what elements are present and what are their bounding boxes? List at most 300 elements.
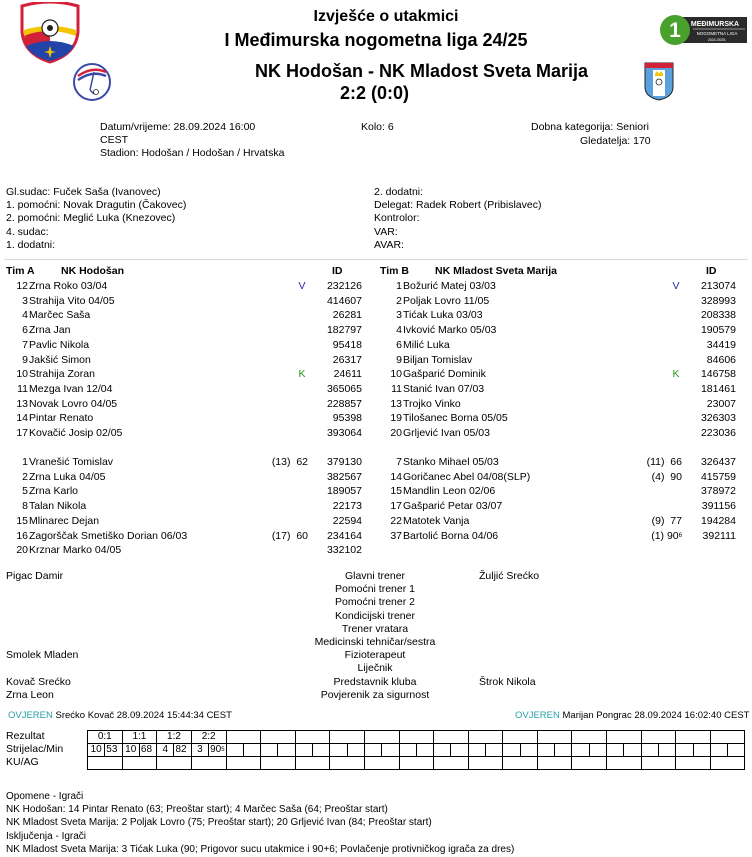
match-stadium: Stadion: Hodošan / Hodošan / Hrvatska [100, 147, 285, 159]
player-name: Zrna Luka 04/05 [29, 470, 106, 483]
player-id: 378972 [700, 485, 736, 498]
player-name: Biljan Tomislav [403, 353, 473, 366]
minute-cell [555, 744, 572, 757]
away-staff-name: Žuljić Srećko [479, 570, 540, 582]
player-name: Tićak Luka 03/03 [403, 309, 483, 322]
player-name: Zrna Jan [29, 324, 71, 337]
scorer-cell [399, 744, 416, 757]
player-name: Strahija Vito 04/05 [29, 294, 115, 307]
scorer-cell: 10 [122, 744, 139, 757]
score-cell [330, 731, 365, 744]
minute-value: 90 [210, 744, 222, 755]
minute-cell [243, 744, 260, 757]
team-a-id-header: ID [332, 265, 343, 277]
player-id: 34419 [706, 338, 736, 351]
substitute-row [380, 529, 750, 543]
substitute-row [380, 470, 750, 484]
player-id: 181461 [700, 382, 736, 395]
scorer-cell [330, 744, 347, 757]
player-row [380, 338, 750, 352]
player-number: 17 [16, 427, 28, 439]
score-cell [537, 731, 572, 744]
age-category: Dobna kategorija: Seniori [531, 121, 649, 133]
ku-ag-cell [364, 757, 399, 770]
away-club-crest [643, 61, 675, 101]
substitute-row [380, 514, 750, 528]
player-number: 19 [390, 412, 402, 425]
minute-cell [520, 744, 537, 757]
caution-line: NK Mladost Sveta Marija: 2 Poljak Lovro (75; Preoštar start); 20 Grljević Ivan (84; Preoštar start) [6, 817, 432, 829]
player-row [380, 353, 750, 367]
substitution-info [622, 529, 682, 543]
score-row-result [88, 731, 745, 744]
scorer-cell [537, 744, 554, 757]
match-title: NK Hodošan - NK Mladost Sveta Marija [255, 61, 589, 81]
player-number: 10 [16, 368, 28, 381]
verified-tag: OVJEREN [515, 710, 560, 721]
player-number: 6 [22, 324, 28, 337]
score-cell [399, 731, 434, 744]
player-row [6, 382, 376, 396]
substitution-info [248, 529, 308, 543]
player-id: 22173 [332, 500, 362, 513]
score-label-scorer: Strijelac/Min [6, 743, 64, 755]
substitute-row [6, 499, 376, 513]
minute-cell [278, 744, 295, 757]
player-number: 20 [390, 427, 402, 439]
player-number: 11 [17, 382, 28, 395]
scorer-cell [434, 744, 451, 757]
minute-cell [347, 744, 364, 757]
scorer-cell [468, 744, 485, 757]
player-number: 11 [391, 382, 402, 395]
player-number: 4 [396, 324, 402, 337]
player-number: 9 [396, 353, 402, 366]
player-id: 26281 [332, 309, 362, 322]
player-name: Pintar Renato [29, 412, 94, 425]
player-name: Jakšić Simon [29, 353, 91, 366]
substitution-info [622, 470, 682, 484]
staff-role: Povjerenik za sigurnost [320, 688, 430, 701]
player-name: Grljević Ivan 05/03 [403, 427, 490, 439]
substitution-text: (1) 90 [651, 529, 679, 542]
verified-tag: OVJEREN [8, 710, 53, 721]
player-row [380, 411, 750, 425]
player-row [6, 338, 376, 352]
scorer-cell [503, 744, 520, 757]
player-id: 326437 [700, 456, 736, 468]
substitution-text: (11) 66 [646, 456, 682, 468]
ku-ag-cell [122, 757, 157, 770]
score-label-result: Rezultat [6, 730, 45, 742]
ku-ag-cell [503, 757, 538, 770]
captain-marker: K [298, 368, 306, 381]
ku-ag-cell [641, 757, 676, 770]
player-row [6, 367, 376, 381]
ku-ag-cell [572, 757, 607, 770]
player-name: Novak Lovro 04/05 [29, 397, 118, 410]
player-row [6, 308, 376, 322]
official-line: Gl.sudac: Fuček Saša (Ivanovec) [6, 186, 161, 198]
scorer-cell [261, 744, 278, 757]
staff-role: Pomoćni trener 1 [335, 583, 415, 596]
score-row-ku-ag [88, 757, 745, 770]
player-number: 12 [16, 280, 28, 292]
player-row [6, 397, 376, 411]
ku-ag-cell [468, 757, 503, 770]
player-number: 7 [22, 338, 28, 351]
team-b-label: Tim B [380, 265, 409, 277]
player-id: 365065 [326, 382, 362, 395]
ku-ag-cell [607, 757, 642, 770]
player-number: 2 [22, 470, 28, 483]
player-row [380, 308, 750, 322]
scorer-cell: 3 [191, 744, 208, 757]
minute-value: 82 [175, 744, 187, 755]
player-id: 182797 [326, 324, 362, 337]
player-id: 414607 [326, 294, 362, 307]
player-number: 13 [390, 397, 402, 410]
league-title: I Međimurska nogometna liga 24/25 [224, 30, 528, 50]
report-title: Izvješće o utakmici [313, 8, 459, 25]
away-staff-name: Štrok Nikola [479, 675, 536, 688]
staff-role: Kondicijski trener [335, 609, 415, 622]
minute-cell [139, 744, 156, 757]
minute-cell [382, 744, 399, 757]
staff-role: Glavni trener [344, 570, 406, 582]
player-name: Trojko Vinko [403, 397, 461, 410]
player-id: 234164 [326, 529, 362, 542]
player-name: Pavlic Nikola [29, 338, 90, 351]
player-id: 23007 [706, 397, 736, 410]
substitute-row [6, 470, 376, 484]
score-cell [434, 731, 469, 744]
player-number: 13 [16, 397, 28, 410]
score-cell [226, 731, 261, 744]
player-name: Kovačić Josip 02/05 [29, 427, 123, 439]
official-line: 2. pomoćni: Meglić Luka (Knezovec) [6, 212, 176, 225]
player-id: 213074 [700, 280, 736, 292]
score-label-ku-ag: KU/AG [6, 756, 39, 768]
scorer-cell [572, 744, 589, 757]
player-id: 391156 [701, 500, 736, 513]
scorer-cell [607, 744, 624, 757]
player-id: 228857 [326, 397, 362, 410]
player-id: 190579 [700, 324, 736, 337]
added-time: 6 [678, 532, 682, 539]
ku-ag-cell [399, 757, 434, 770]
minute-cell [105, 744, 122, 757]
minute-cell [624, 744, 641, 757]
player-number: 3 [396, 309, 402, 322]
scorer-cell [295, 744, 312, 757]
player-id: 208338 [700, 309, 736, 322]
player-id: 146758 [700, 368, 736, 381]
substitution-text: (4) 90 [651, 470, 682, 483]
team-b-id-header: ID [706, 265, 717, 277]
ku-ag-cell [157, 757, 192, 770]
score-cell [295, 731, 330, 744]
player-number: 5 [22, 485, 28, 498]
ku-ag-cell [295, 757, 330, 770]
player-name: Vranešić Tomislav [29, 456, 114, 468]
attendance: Gledatelja: 170 [580, 135, 651, 147]
player-name: Bartolić Borna 04/06 [403, 529, 499, 542]
ku-ag-cell [330, 757, 365, 770]
player-row [380, 426, 750, 440]
official-line: Kontrolor: [374, 212, 420, 225]
player-id: 379130 [326, 456, 362, 468]
player-name: Matotek Vanja [403, 514, 470, 527]
sendoff-line: NK Mladost Sveta Marija: 3 Tićak Luka (90; Prigovor sucu utakmice i 90+6; Povlačenje protivničkog igrača za dres) [6, 843, 515, 855]
player-number: 22 [390, 514, 402, 527]
away-verification-text: Marijan Pongrac 28.09.2024 16:02:40 CEST [562, 710, 750, 721]
match-round: Kolo: 6 [361, 121, 394, 133]
player-number: 20 [16, 544, 28, 557]
ku-ag-cell [434, 757, 469, 770]
player-name: Talan Nikola [29, 500, 87, 513]
player-row [6, 411, 376, 425]
score-cell: 0:1 [88, 731, 123, 744]
score-cell [468, 731, 503, 744]
sendoffs-title: Isključenja - Igrači [6, 830, 87, 842]
player-number: 1 [396, 280, 402, 292]
score-cell [710, 731, 745, 744]
scorer-cell [710, 744, 727, 757]
player-id: 26317 [332, 353, 362, 366]
player-number: 14 [16, 412, 28, 425]
player-id: 415759 [700, 470, 736, 483]
player-id: 95398 [332, 412, 362, 425]
score-cell [364, 731, 399, 744]
player-name: Zrna Roko 03/04 [29, 280, 108, 292]
ku-ag-cell [191, 757, 226, 770]
score-table [87, 730, 745, 770]
home-verification [8, 710, 232, 721]
substitute-row [6, 455, 376, 469]
ku-ag-cell [676, 757, 711, 770]
player-number: 7 [396, 456, 402, 468]
player-id: 332102 [326, 544, 362, 557]
player-row [380, 279, 750, 293]
substitution-text: (13) 62 [271, 456, 308, 468]
scorer-cell [364, 744, 381, 757]
score-cell: 1:1 [122, 731, 157, 744]
player-id: 24611 [333, 368, 362, 381]
scorer-cell: 10 [88, 744, 105, 757]
minute-cell [209, 744, 226, 757]
official-line: 1. dodatni: [6, 238, 56, 251]
minute-cell [451, 744, 468, 757]
player-id: 328993 [700, 294, 736, 307]
home-staff-name: Kovač Srećko [6, 675, 71, 688]
player-row [6, 323, 376, 337]
player-number: 3 [22, 294, 28, 307]
scorer-cell: 4 [157, 744, 174, 757]
ku-ag-cell [537, 757, 572, 770]
match-timezone: CEST [100, 134, 129, 146]
staff-role: Trener vratara [341, 622, 409, 635]
staff-role: Liječnik [357, 662, 393, 675]
player-name: Marčec Saša [29, 309, 91, 322]
score-cell [261, 731, 296, 744]
substitution-text: (9) 77 [651, 514, 682, 527]
player-number: 4 [22, 309, 28, 322]
player-id: 393064 [326, 427, 362, 439]
team-a-label: Tim A [6, 265, 35, 277]
player-name: Poljak Lovro 11/05 [403, 294, 490, 307]
substitute-row [6, 529, 376, 543]
minute-cell [174, 744, 191, 757]
player-id: 232126 [326, 280, 362, 292]
ku-ag-cell [710, 757, 745, 770]
official-line: Delegat: Radek Robert (Pribislavec) [374, 199, 542, 212]
player-number: 37 [390, 529, 402, 542]
player-id: 95418 [332, 338, 362, 351]
player-id: 22594 [332, 514, 362, 527]
player-row [380, 367, 750, 381]
substitute-row [380, 484, 750, 498]
scorer-cell [676, 744, 693, 757]
home-staff-name: Pigac Damir [6, 570, 64, 582]
player-name: Strahija Zoran [29, 368, 95, 381]
divider [4, 259, 748, 260]
ku-ag-cell [226, 757, 261, 770]
minute-cell [313, 744, 330, 757]
goalkeeper-marker: V [298, 280, 306, 292]
score-cell [607, 731, 642, 744]
svg-text:NOGOMETNA LIGA: NOGOMETNA LIGA [696, 31, 738, 36]
match-result: 2:2 (0:0) [340, 83, 410, 103]
player-number: 14 [390, 470, 402, 483]
player-row [6, 279, 376, 293]
substitution-info [622, 514, 682, 528]
minute-value: 53 [106, 744, 118, 755]
home-club-crest [72, 62, 112, 102]
score-cell [503, 731, 538, 744]
player-name: Zrna Karlo [29, 485, 79, 498]
scorer-cell [641, 744, 658, 757]
player-id: 392111 [702, 529, 736, 542]
official-line: AVAR: [374, 238, 404, 251]
player-name: Gašparić Dominik [403, 368, 486, 381]
goalkeeper-marker: V [672, 280, 680, 292]
player-name: Milić Luka [403, 338, 450, 351]
player-row [6, 353, 376, 367]
player-name: Mandlin Leon 02/06 [403, 485, 496, 498]
player-name: Stanko Mihael 05/03 [403, 456, 499, 468]
substitute-row [380, 499, 750, 513]
player-number: 15 [390, 485, 402, 498]
substitute-row [380, 455, 750, 469]
player-number: 9 [22, 353, 28, 366]
substitute-row [6, 514, 376, 528]
player-row [380, 294, 750, 308]
svg-text:MEĐIMURSKA: MEĐIMURSKA [690, 21, 740, 28]
svg-text:2024./2025.: 2024./2025. [707, 38, 727, 42]
staff-role: Predstavnik kluba [333, 675, 417, 688]
player-name: Zagorščak Smetiško Dorian 06/03 [29, 529, 188, 542]
staff-role: Medicinski tehničar/sestra [314, 636, 436, 648]
minute-cell [658, 744, 675, 757]
minute-value: 68 [140, 744, 153, 755]
player-number: 16 [16, 529, 28, 542]
player-name: Mlinarec Dejan [29, 514, 100, 527]
score-cell [572, 731, 607, 744]
player-name: Krznar Marko 04/05 [29, 544, 122, 557]
minute-cell [486, 744, 503, 757]
captain-marker: K [672, 368, 680, 381]
cautions-title: Opomene - Igrači [6, 791, 84, 802]
svg-text:1: 1 [669, 19, 681, 42]
official-line: 4. sudac: [6, 225, 49, 238]
player-name: Stanić Ivan 07/03 [403, 382, 485, 395]
score-cell [676, 731, 711, 744]
player-name: Ivković Marko 05/03 [403, 324, 497, 337]
player-id: 84606 [706, 353, 736, 366]
player-row [6, 294, 376, 308]
ku-ag-cell [261, 757, 296, 770]
staff-role: Pomoćni trener 2 [335, 596, 415, 609]
match-datetime: Datum/vrijeme: 28.09.2024 16:00 [100, 121, 256, 133]
player-row [380, 382, 750, 396]
team-a-name: NK Hodošan [61, 265, 124, 277]
player-number: 2 [396, 294, 402, 307]
score-row-scorer [88, 744, 745, 757]
player-name: Gašparić Petar 03/07 [403, 500, 503, 513]
player-name: Tilošanec Borna 05/05 [403, 412, 508, 425]
player-number: 17 [390, 500, 402, 513]
player-name: Goričanec Abel 04/08(SLP) [403, 470, 531, 483]
home-staff-name: Smolek Mladen [6, 649, 79, 662]
substitute-row [6, 543, 376, 557]
player-name: Božurić Matej 03/03 [403, 280, 496, 292]
substitute-row [6, 484, 376, 498]
away-verification [515, 710, 749, 721]
score-cell: 1:2 [157, 731, 192, 744]
player-row [6, 426, 376, 440]
player-row [380, 397, 750, 411]
caution-line: NK Hodošan: 14 Pintar Renato (63; Preoštar start); 4 Marčec Saša (64; Preoštar start) [6, 804, 388, 816]
player-name: Mezga Ivan 12/04 [29, 382, 113, 395]
added-time: 5 [221, 747, 225, 753]
scorer-cell [226, 744, 243, 757]
official-line: 1. pomoćni: Novak Dragutin (Čakovec) [6, 199, 187, 212]
player-id: 194284 [700, 514, 736, 527]
score-cell: 2:2 [191, 731, 226, 744]
player-id: 326303 [700, 412, 736, 425]
player-id: 189057 [326, 485, 362, 498]
player-number: 10 [390, 368, 402, 381]
staff-role: Fizioterapeut [344, 649, 406, 662]
minute-cell [589, 744, 606, 757]
player-id: 382567 [326, 470, 362, 483]
team-b-name: NK Mladost Sveta Marija [435, 265, 557, 277]
minute-cell [416, 744, 433, 757]
player-number: 1 [22, 456, 28, 468]
home-verification-text: Srećko Kovač 28.09.2024 15:44:34 CEST [55, 710, 232, 721]
substitution-info [622, 455, 682, 469]
minute-cell [728, 744, 745, 757]
player-id: 223036 [700, 427, 736, 439]
player-number: 6 [396, 338, 402, 351]
score-cell [641, 731, 676, 744]
substitution-info [248, 455, 308, 469]
official-line: 2. dodatni: [374, 186, 424, 198]
substitution-text: (17) 60 [271, 529, 308, 542]
official-line: VAR: [374, 225, 398, 238]
ku-ag-cell [88, 757, 123, 770]
